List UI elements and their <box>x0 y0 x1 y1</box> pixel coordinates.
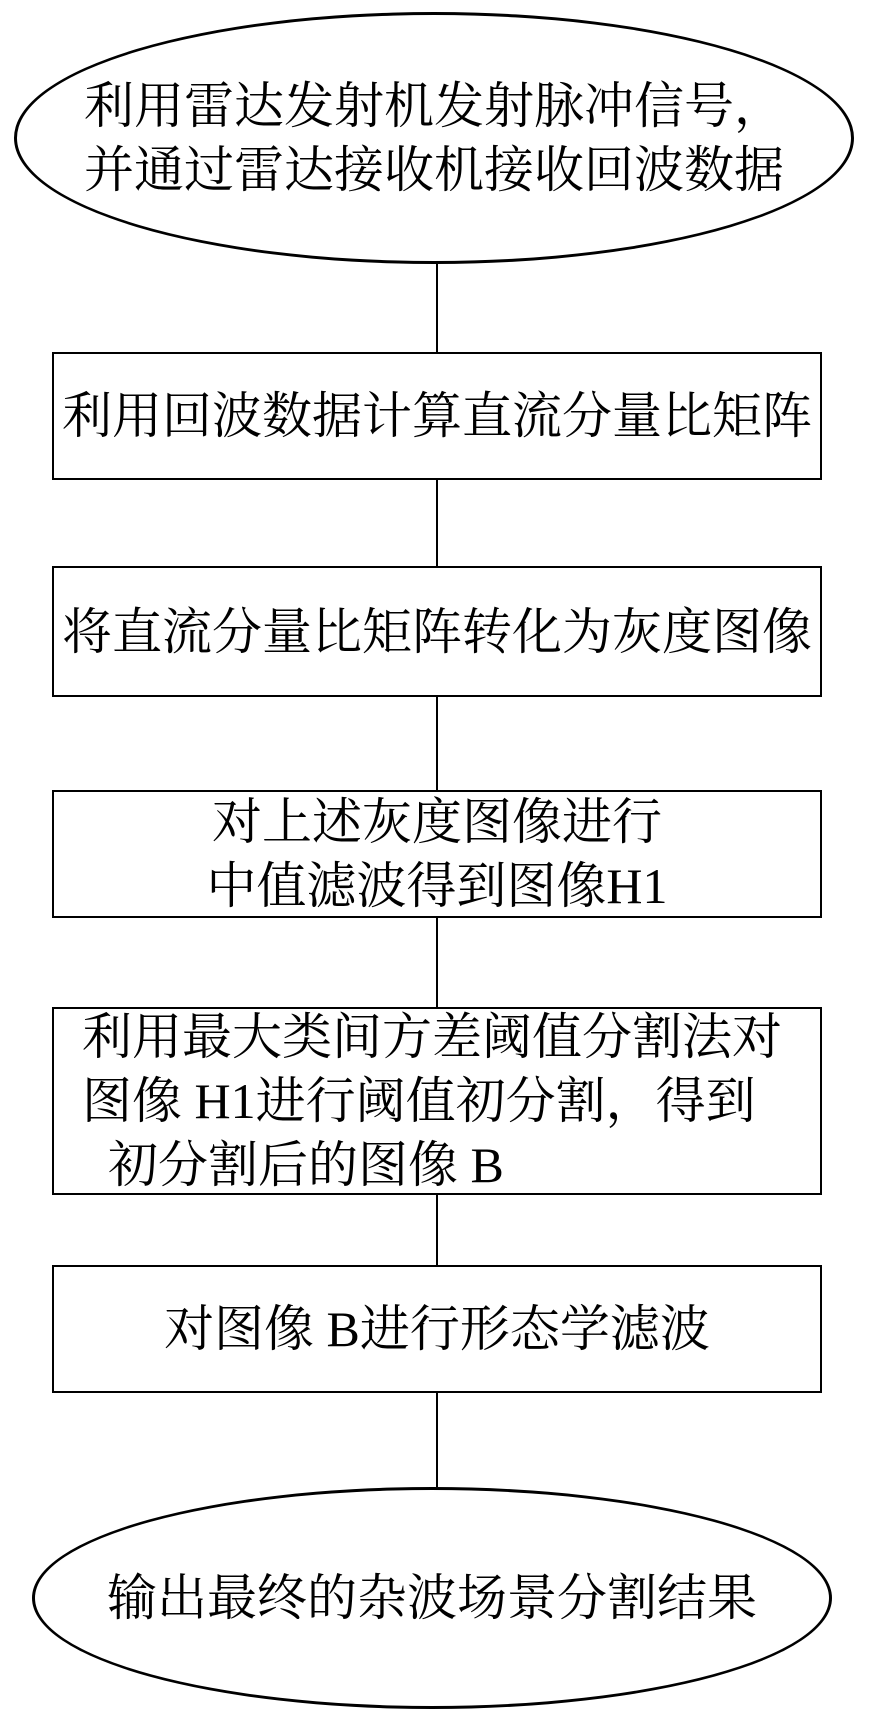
step4-text-line-3: 初分割后的图像 B <box>108 1137 504 1193</box>
step4-text-line-2: 图像 H1进行阈值初分割，得到 <box>82 1073 756 1129</box>
step3-text-line-2: 中值滤波得到图像H1 <box>206 858 668 914</box>
end-terminator-ellipse <box>32 1487 832 1709</box>
connector-step4-step5 <box>436 1195 438 1265</box>
end-text-line-1: 输出最终的杂波场景分割结果 <box>107 1570 757 1626</box>
connector-step1-step2 <box>436 480 438 566</box>
start-text-line-2: 并通过雷达接收机接收回波数据 <box>84 142 784 198</box>
process-box-compute-dc-ratio-matrix <box>52 352 822 480</box>
connector-start-step1 <box>436 264 438 352</box>
connector-step5-end <box>436 1393 438 1487</box>
process-box-median-filter <box>52 790 822 918</box>
connector-step3-step4 <box>436 918 438 1007</box>
process-box-otsu-threshold-segmentation <box>52 1007 822 1195</box>
step4-text-line-1: 利用最大类间方差阈值分割法对 <box>82 1009 782 1065</box>
step2-text-line-1: 将直流分量比矩阵转化为灰度图像 <box>62 603 812 660</box>
connector-step2-step3 <box>436 697 438 790</box>
start-text-line-1: 利用雷达发射机发射脉冲信号， <box>84 78 784 134</box>
step1-text-line-1: 利用回波数据计算直流分量比矩阵 <box>62 388 812 444</box>
process-box-morphological-filter <box>52 1265 822 1393</box>
step3-text-line-1: 对上述灰度图像进行 <box>212 794 662 850</box>
step5-text-line-1: 对图像 B进行形态学滤波 <box>164 1301 710 1357</box>
process-box-convert-to-grayscale <box>52 566 822 697</box>
start-terminator-ellipse <box>14 12 854 264</box>
